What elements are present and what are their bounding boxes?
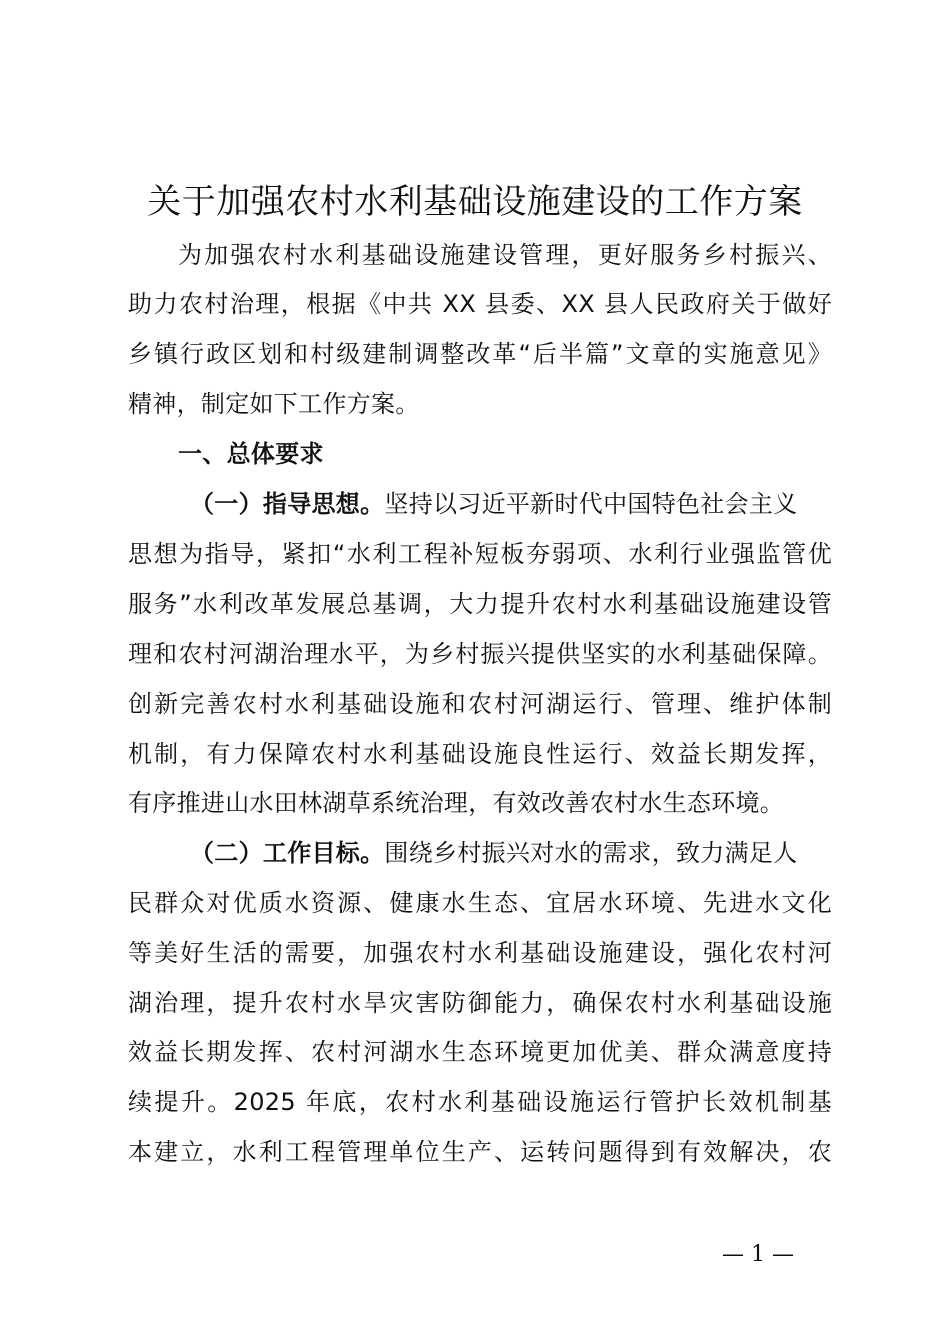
paragraph-line: 有序推进山水田林湖草系统治理，有效改善农村水生态环境。: [128, 789, 785, 817]
paragraph-line: 服务”水利改革发展总基调，大力提升农村水利基础设施建设管: [128, 590, 832, 618]
section-heading: 一、总体要求: [178, 440, 324, 468]
page-number: — 1 —: [722, 1242, 794, 1267]
document-title: 关于加强农村水利基础设施建设的工作方案: [147, 182, 803, 222]
intro-line: 助力农村治理，根据《中共 XX 县委、XX 县人民政府关于做好: [128, 290, 832, 318]
paragraph-line: 效益长期发挥、农村河湖水生态环境更加优美、群众满意度持: [128, 1038, 832, 1066]
subsection-2-first-line: [190, 836, 832, 870]
paragraph-line: 本建立，水利工程管理单位生产、运转问题得到有效解决，农: [128, 1138, 832, 1166]
subsection-2-label: （二）工作目标。: [190, 839, 385, 867]
subsection-1-text: 坚持以习近平新时代中国特色社会主义: [384, 490, 798, 518]
paragraph-line: 湖治理，提升农村水旱灾害防御能力，确保农村水利基础设施: [128, 989, 832, 1017]
subsection-1-first-line: [190, 487, 832, 521]
paragraph-line: 民群众对优质水资源、健康水生态、宜居水环境、先进水文化: [128, 889, 832, 917]
paragraph-line: 思想为指导，紧扣“水利工程补短板夯弱项、水利行业强监管优: [128, 540, 832, 568]
intro-line: 精神，制定如下工作方案。: [128, 390, 420, 418]
paragraph-line: 理和农村河湖治理水平，为乡村振兴提供坚实的水利基础保障。: [128, 640, 832, 668]
intro-line: 乡镇行政区划和村级建制调整改革“后半篇”文章的实施意见》: [128, 340, 832, 368]
intro-line: 为加强农村水利基础设施建设管理，更好服务乡村振兴、: [178, 241, 832, 269]
paragraph-line: 机制，有力保障农村水利基础设施良性运行、效益长期发挥，: [128, 740, 832, 768]
paragraph-line: 等美好生活的需要，加强农村水利基础设施建设，强化农村河: [128, 939, 832, 967]
paragraph-line: 创新完善农村水利基础设施和农村河湖运行、管理、维护体制: [128, 690, 832, 718]
paragraph-line: 续提升。2025 年底，农村水利基础设施运行管护长效机制基: [128, 1088, 832, 1116]
subsection-2-text: 围绕乡村振兴对水的需求，致力满足人: [384, 839, 798, 867]
subsection-1-label: （一）指导思想。: [190, 490, 385, 518]
